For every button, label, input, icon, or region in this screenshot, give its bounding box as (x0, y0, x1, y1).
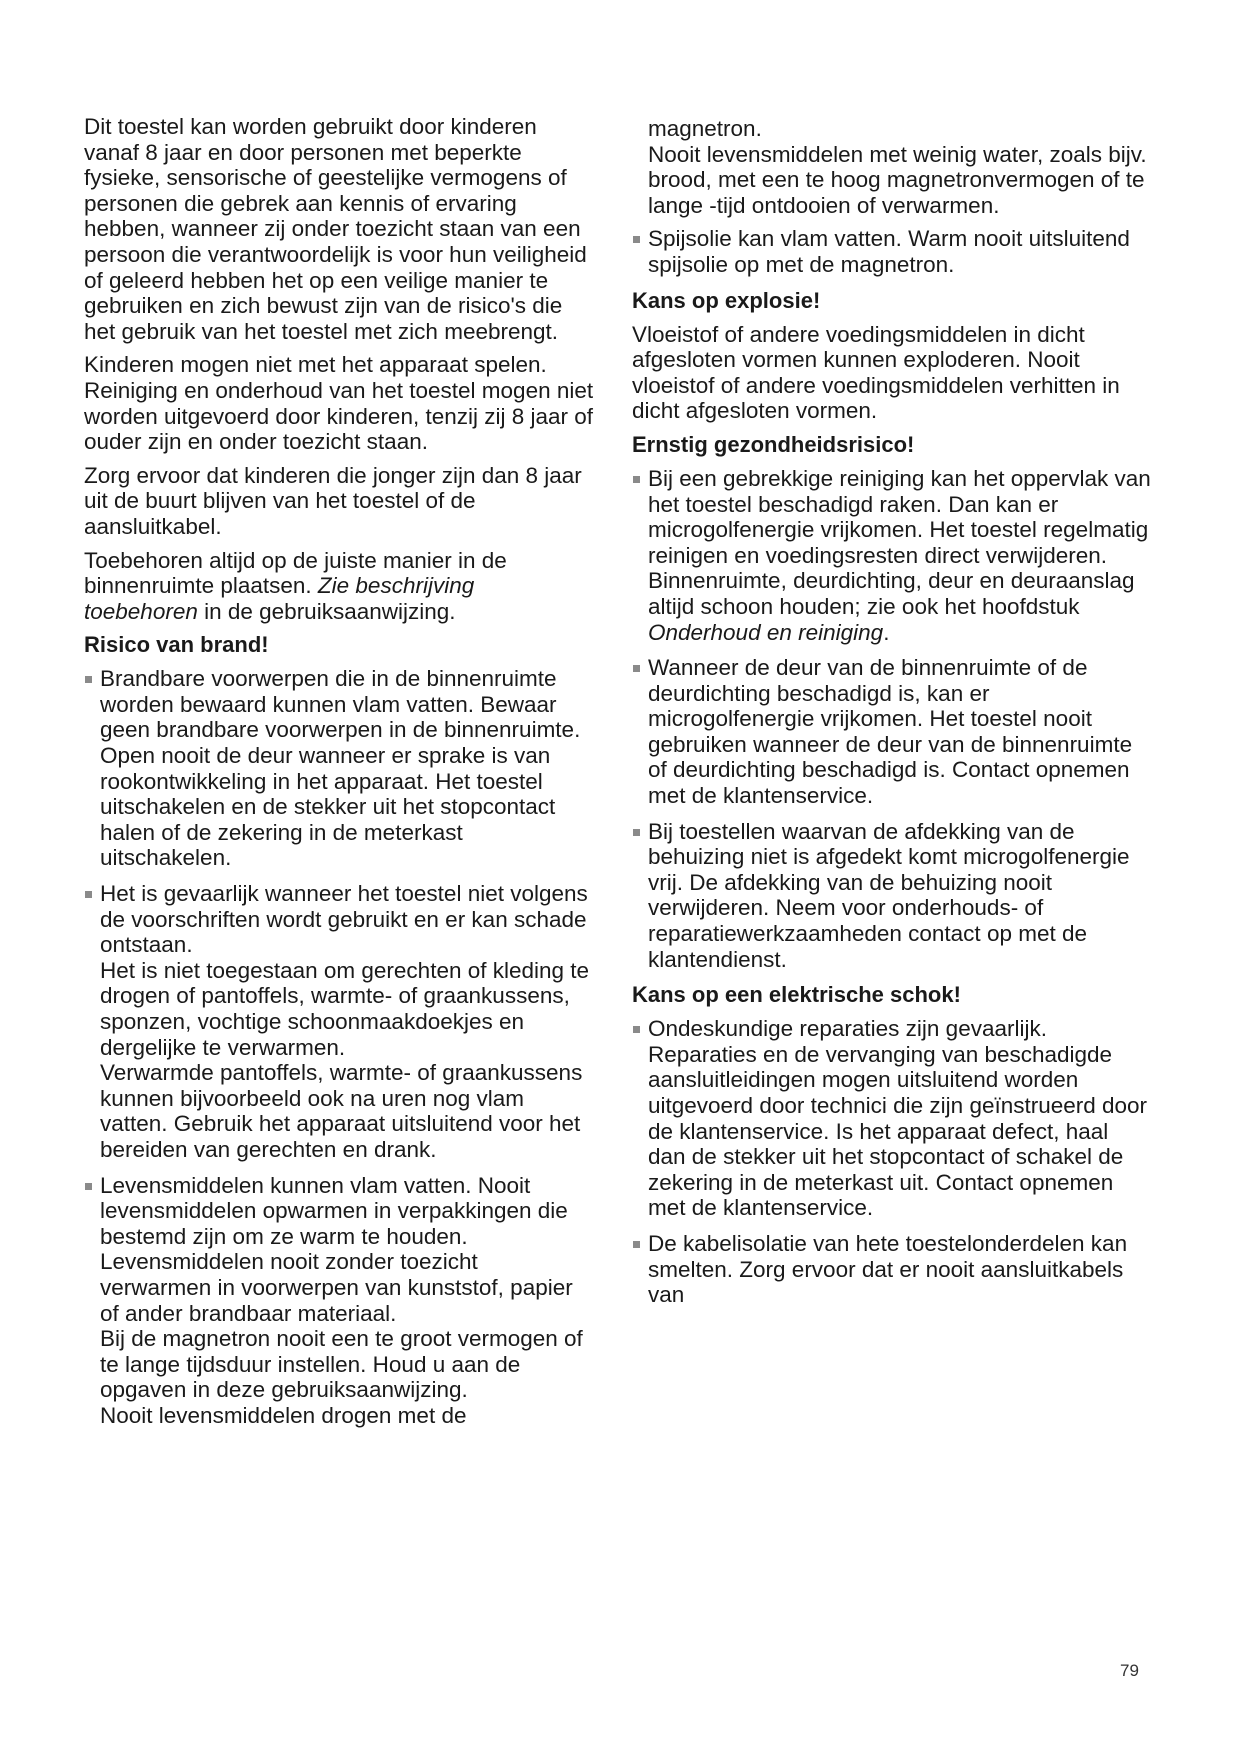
heading-explosion-risk: Kans op explosie! (632, 287, 821, 313)
heading-fire-risk: Risico van brand! (84, 632, 269, 658)
electric-shock-list (632, 1016, 1152, 1308)
paragraph-children-play: Kinderen mogen niet met het apparaat spelen. Reiniging en onderhoud van het toestel mogen niet worden uitgevoerd door kinderen, tenzij zij 8 jaar of ouder zijn en onder toezicht staan. (84, 352, 594, 455)
list-item-text: Bij een gebrekkige reiniging kan het oppervlak van het toestel beschadigd raken. Dan kan er microgolfenergie vrijkomen. Het toestel regelmatig reinigen en voedingsresten direct verwijderen. Binnenruimte, deurdichting, deur en deuraanslag altijd schoon houden; zie ook het hoofdstuk (648, 465, 1151, 619)
chapter-reference: Onderhoud en reiniging (648, 619, 884, 645)
continued-text: magnetron. (648, 116, 762, 141)
list-item (632, 466, 1152, 645)
paragraph-children-usage: Dit toestel kan worden gebruikt door kinderen vanaf 8 jaar en door personen met beperkte fysieke, sensorische of geestelijke vermogens of personen die gebrek aan kennis of ervaring hebben, wanneer zij onder toezicht staan van een persoon die verantwoordelijk is voor hun veiligheid of geleerd hebben het op een veilige manier te gebruiken en zich bewust zijn van de risico's die het gebruik van het toestel met zich meebrengt. (84, 114, 587, 344)
list-item-text: Nooit levensmiddelen drogen met de (100, 1402, 467, 1428)
list-item: Ondeskundige reparaties zijn gevaarlijk. Reparaties en de vervanging van beschadigde aansluitleidingen mogen uitsluitend worden uitgevoerd door technici die zijn geïnstrueerd door de klantenservice. Is het apparaat defect, haal dan de stekker uit het stopcontact of schakel de zekering in de meterkast uit. Contact opnemen met de klantenservice. (632, 1016, 1152, 1221)
accessories-reference: Zie beschrijving toebehoren (84, 573, 475, 624)
list-item-text: Het is gevaarlijk wanneer het toestel niet volgens de voorschriften wordt gebruikt en er kan schade ontstaan. (100, 881, 588, 958)
list-item (84, 666, 594, 871)
fire-risk-list (84, 666, 594, 1428)
oil-list (632, 226, 1152, 277)
list-item (84, 881, 594, 1163)
left-column (84, 114, 594, 1439)
list-item: Bij toestellen waarvan de afdekking van de behuizing niet is afgedekt komt microgolfenergie vrij. De afdekking van de behuizing nooit verwijderen. Neem voor onderhouds- of reparatiewerkzaamheden contact op met de klantendienst. (632, 819, 1152, 973)
right-column (632, 116, 1152, 1318)
page-number: 79 (1120, 1661, 1139, 1680)
paragraph-children-distance: Zorg ervoor dat kinderen die jonger zijn dan 8 jaar uit de buurt blijven van het toestel of de aansluitkabel. (84, 462, 582, 539)
heading-health-risk: Ernstig gezondheidsrisico! (632, 431, 915, 457)
list-item-text: Levensmiddelen nooit zonder toezicht verwarmen in voorwerpen van kunststof, papier of ander brandbaar materiaal. (100, 1249, 573, 1326)
accessories-text-end: in de gebruiksaanwijzing. (197, 598, 456, 624)
list-item (84, 1173, 594, 1429)
continued-text: Nooit levensmiddelen met weinig water, zoals bijv. brood, met een te hoog magnetronvermogen of te lange -tijd ontdooien of verwarmen. (648, 141, 1147, 218)
list-item: Spijsolie kan vlam vatten. Warm nooit uitsluitend spijsolie op met de magnetron. (632, 226, 1152, 277)
list-item: De kabelisolatie van hete toestelonderdelen kan smelten. Zorg ervoor dat er nooit aansluitkabels van (632, 1231, 1152, 1308)
continued-list-item (632, 116, 1152, 218)
list-item-text: Brandbare voorwerpen die in de binnenruimte worden bewaard kunnen vlam vatten. Bewaar geen brandbare voorwerpen in de binnenruimte. Open nooit de deur wanneer er sprake is van rookontwikkeling in het apparaat. Het toestel uitschakelen en de stekker uit het stopcontact halen of de zekering in de meterkast uitschakelen. (100, 666, 581, 871)
list-item-text: Bij de magnetron nooit een te groot vermogen of te lange tijdsduur instellen. Houd u aan de opgaven in deze gebruiksaanwijzing. (100, 1326, 583, 1403)
paragraph-explosion: Vloeistof of andere voedingsmiddelen in dicht afgesloten vormen kunnen exploderen. Nooit vloeistof of andere voedingsmiddelen verhitten in dicht afgesloten vormen. (632, 321, 1120, 424)
accessories-text: Toebehoren altijd op de juiste manier in de binnenruimte plaatsen. (84, 547, 507, 599)
list-item-text: Het is niet toegestaan om gerechten of kleding te drogen of pantoffels, warmte- of graankussens, sponzen, vochtige schoonmaakdoekjes en dergelijke te verwarmen. (100, 957, 590, 1060)
list-item-text: Verwarmde pantoffels, warmte- of graankussens kunnen bijvoorbeeld ook na uren nog vlam vatten. Gebruik het apparaat uitsluitend voor het bereiden van gerechten en drank. (100, 1060, 583, 1162)
paragraph-accessories (84, 548, 594, 625)
list-item: Wanneer de deur van de binnenruimte of de deurdichting beschadigd is, kan er microgolfenergie vrijkomen. Het toestel nooit gebruiken wanneer de deur van de binnenruimte of deurdichting beschadigd is. Contact opnemen met de klantenservice. (632, 655, 1152, 809)
list-item-text: Levensmiddelen kunnen vlam vatten. Nooit levensmiddelen opwarmen in verpakkingen die bestemd zijn om ze warm te houden. (100, 1172, 568, 1249)
health-risk-list (632, 466, 1152, 972)
list-item-end: . (883, 619, 890, 645)
heading-electric-shock-risk: Kans op een elektrische schok! (632, 982, 961, 1008)
